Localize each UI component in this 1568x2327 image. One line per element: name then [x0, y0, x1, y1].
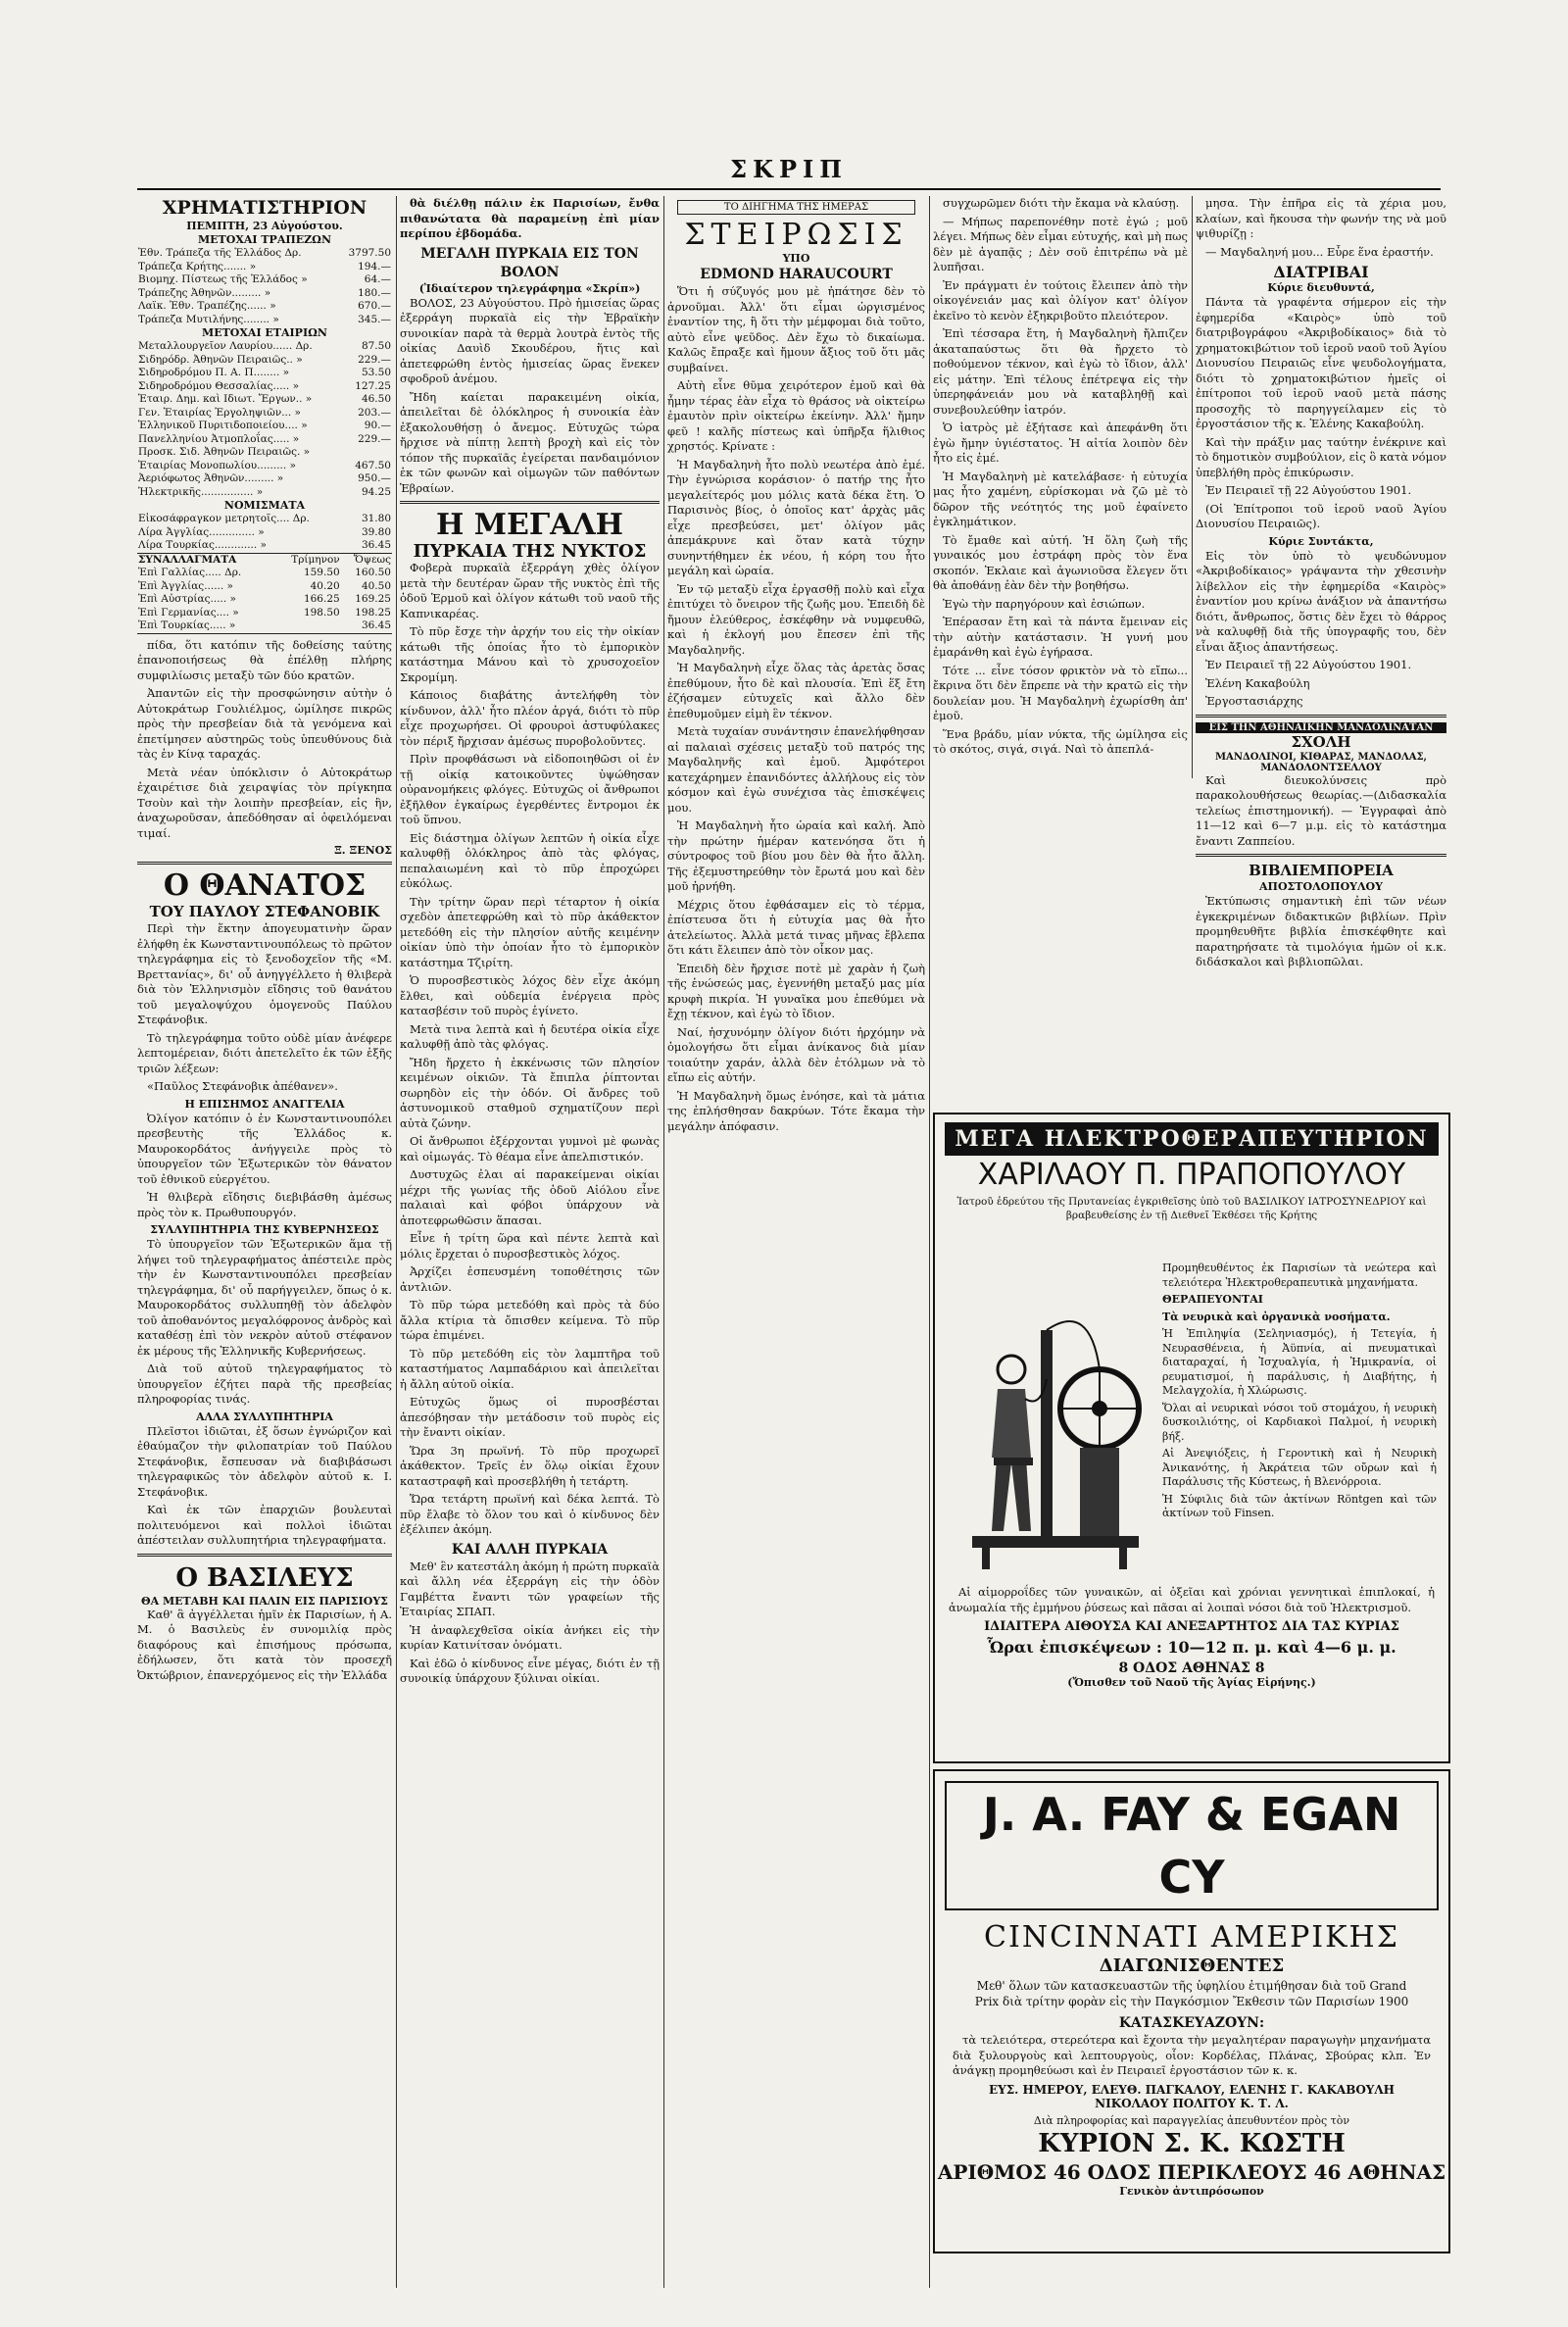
table-row [137, 407, 392, 421]
fire1-title: ΜΕΓΑΛΗ ΠΥΡΚΑΙΑ ΕΙΣ ΤΟΝ ΒΟΛΟΝ [420, 245, 639, 280]
ad-subtitle: Ἰατροῦ ἐδρεύτου τῆς Πρυτανείας ἐγκριθεῖσης ὑπὸ τοῦ ΒΑΣΙΛΙΚΟΥ ΙΑΤΡΟΣΥΝΕΔΡΙΟΥ καὶ βραβευθείσης ἐν τῇ Διεθνεῖ Ἐκθέσει τῆς Κρήτης [956, 1196, 1427, 1221]
table-cell: Εἰκοσάφραγκον μετρητοῖς.... Δρ. [138, 513, 310, 524]
paragraph: Μεθ' ἓν κατεστάλη ἀκόμη ἡ πρώτη πυρκαϊὰ καὶ ἄλλη νέα ἐξερράγη εἰς τὴν ὁδὸν Γαμβέττα ἔναντι τῶν γραφείων τῆς Ἑταιρίας ΣΠΑΠ. [400, 1559, 660, 1618]
table-cell [347, 446, 392, 460]
paragraph: μησα. Τὴν ἐπῆρα εἰς τὰ χέρια μου, κλαίων, καὶ ἤκουσα τὴν φωνήν της νὰ μοῦ ψιθυρίζῃ : [1196, 196, 1446, 240]
paragraph: Ἡ Μαγδαληνὴ ἦτο πολὺ νεωτέρα ἀπὸ ἐμέ. Τὴν ἐγνώρισα κοράσιον· ὁ πατήρ της ἦτο μεγαλείτερός μου μόλις κατὰ δέκα ἔτη. Ὁ Παρισινὸς βίος, ὁ ὁποῖος κατ' ἀρχὰς μᾶς εἶχε πρεσβεύσει, μετ' ὀλίγον μᾶς ἀπεμάκρυνε καὶ ὅταν κατὰ τύχην συνηντήθημεν ἐκ νέου, ἡ κόρη του ἦτο μεγάλη καὶ ὡραία. [667, 457, 925, 577]
other-header: ΑΛΛΑ ΣΥΛΛΥΠΗΤΗΡΙΑ [196, 1410, 333, 1423]
table-cell: 229.— [358, 353, 391, 366]
paragraph: Μετὰ τυχαίαν συνάντησιν ἐπανελήφθησαν αἱ παλαιαὶ σχέσεις μεταξὺ τοῦ πατρός της Μαγδαληνῆς καὶ ἐμοῦ. Ἀμφότεροι κατεχάρημεν ἐπανιδόντες ἀλλήλους εἰς τὸν κόσμον καὶ ἐγὼ συνέχισα τὰς ἐπισκέψεις μου. [667, 724, 925, 815]
coins-table [137, 513, 392, 553]
story-title: ΣΤΕΙΡΩΣΙΣ [684, 218, 908, 252]
table-cell: 198.25 [355, 606, 391, 619]
paragraph: Περὶ τὴν ἕκτην ἀπογευματινὴν ὥραν ἐλήφθη ἐκ Κωνσταντινουπόλεως τὸ πρῶτον τηλεγράφημα εἰς τὸ ξενοδοχεῖον τῆς «Μ. Βρεττανίας», δι' οὗ ἀνηγγέλλετο ἡ θλιβερὰ διὰ τὸν Ἑλληνισμὸν εἴδησις τοῦ θανάτου τοῦ μεγαλοψύχου ὁμογενοῦς Παύλου Στεφάνοβικ. [137, 921, 392, 1026]
table-row [137, 513, 392, 526]
ad-contact-address: ΑΡΙΘΜΟΣ 46 ΟΔΟΣ ΠΕΡΙΚΛΕΟΥΣ 46 ΑΘΗΝΑΣ [937, 2159, 1446, 2184]
letter2-article [1196, 549, 1446, 710]
table-row [137, 580, 392, 594]
other-article [137, 1424, 392, 1549]
king-title: Ο ΒΑΣΙΛΕΥΣ [175, 1562, 354, 1593]
paragraph: Ἡ Μαγδαληνὴ ὅμως ἐνόησε, καὶ τὰ μάτια της ἐπλήσθησαν δακρύων. Τότε ἔκαμα τὴν μεγάλην ἀπόφασιν. [667, 1088, 925, 1133]
divider [400, 501, 660, 504]
table-cell: 31.80 [361, 513, 391, 524]
fx-header: Τρίμηνον [291, 553, 340, 566]
fire2-title: Η ΜΕΓΑΛΗ [435, 508, 624, 542]
death-article [137, 921, 392, 1095]
heal-item: Τὰ νευρικὰ καὶ ὀργανικὰ νοσήματα. [1162, 1310, 1391, 1323]
table-cell: Λίρα Τουρκίας............. » [138, 539, 267, 551]
banks-header: ΜΕΤΟΧΑΙ ΤΡΑΠΕΖΩΝ [197, 233, 331, 246]
table-cell: 159.50 [303, 567, 340, 578]
books-title: ΒΙΒΛΙΕΜΠΟΡΕΙΑ [1249, 862, 1394, 879]
paragraph: Ἐν πράγματι ἐν τούτοις ἔλειπεν ἀπὸ τὴν οἰκογένειάν μας καὶ ὀλίγον κατ' ὀλίγον ἐκεῖνο τὸ κενὸν ἐξηκριβοῦτο πλειότερον. [933, 277, 1188, 322]
paragraph: (Οἱ Ἐπίτροποι τοῦ ἱεροῦ ναοῦ Ἁγίου Διονυσίου Πειραιῶς). [1196, 501, 1446, 530]
paragraph: Τὸ πῦρ τώρα μετεδόθη καὶ πρὸς τὰ δύο ἄλλα κτίρια τὰ ὄπισθεν κείμενα. Τὸ πῦρ τώρα ἐπιμένει. [400, 1298, 660, 1342]
ad-contact: ΚΥΡΙΟΝ Σ. Κ. ΚΩΣΤΗ [1038, 2128, 1346, 2158]
paragraph: Πλεῖστοι ἰδιῶται, ἐξ ὅσων ἐγνώριζον καὶ ἐθαύμαζον τὴν φιλοπατρίαν τοῦ Παύλου Στεφάνοβικ, ἔσπευσαν νὰ διαβιβάσωσι τηλεγραφικῶς τὸν ἀδελφὸν αὐτοῦ κ. Ι. Στεφάνοβικ. [137, 1423, 392, 1499]
fay-egan-ad [933, 1769, 1450, 2253]
paragraph: Εἰς διάστημα ὀλίγων λεπτῶν ἡ οἰκία εἶχε καλυφθῇ ὁλόκληρος ἀπὸ τὰς φλόγας, πεπαλαιωμένη καὶ τὸ πῦρ ἐπροχώρει εὐκόλως. [400, 830, 660, 890]
column-rule [396, 196, 397, 2288]
paragraph: Ἡ Μαγδαληνὴ ἦτο ὡραία καὶ καλή. Ἀπὸ τὴν πρώτην ἡμέραν κατενόησα ὅτι ἡ σύντροφος τοῦ βίου μου δὲν θὰ ἦτο ἄλλη. Τῆς ἐξεμυστηρεύθην τὸν ἔρωτά μου καὶ δὲν μοῦ ἠρνήθη. [667, 818, 925, 893]
ad-awarded: ΔΙΑΓΩΝΙΣΘΕΝΤΕΣ [1099, 1956, 1285, 1976]
ad-footer [949, 1585, 1435, 1690]
column-2 [400, 196, 660, 2288]
paragraph: Καὶ τὴν πράξιν μας ταύτην ἐνέκρινε καὶ τὸ δημοτικὸν συμβούλιον, εἰς ὃ κατὰ νόμον ὑπεβλήθη πρὸς ἐπικύρωσιν. [1196, 434, 1446, 479]
table-cell: Προσκ. Σιδ. Ἀθηνῶν Πειραιῶς. » [138, 446, 311, 458]
table-cell: 3797.50 [348, 247, 391, 259]
paragraph: Ὥρα τετάρτη πρωϊνή καὶ δέκα λεπτά. Τὸ πῦρ ἔλαβε τὸ ὅλον του καὶ ὁ κίνδυνος δὲν ἐξέλιπεν ἀκόμη. [400, 1492, 660, 1536]
paragraph: Εἰς τὸν ὑπὸ τὸ ψευδώνυμον «Ἀκριβοδίκαιος» γράψαντα τὴν χθεσινὴν λίβελλον εἰς τὴν ἐφημερίδα «Καιρὸς» ἐναντίον μου κρίνω ἀνάξιον νὰ ἀπαντήσω διότι, ἄνθρωπος, ὅστις δὲν ἔχει τὸ θάρρος νὰ καλυφθῇ διὰ τῆς ὑπογραφῆς του, δὲν εἶναι ἄξιος ἀπαντήσεως. [1196, 548, 1446, 654]
table-cell: Ἐπὶ Αὐστρίας..... » [138, 593, 236, 605]
heal-item: Ἡ Σύφιλις διὰ τῶν ἀκτίνων Röntgen καὶ τῶν ἀκτίνων τοῦ Finsen. [1162, 1492, 1437, 1519]
table-cell: 467.50 [355, 459, 391, 471]
ladies-room: ΙΔΙΑΙΤΕΡΑ ΑΙΘΟΥΣΑ ΚΑΙ ΑΝΕΞΑΡΤΗΤΟΣ ΔΙΑ ΤΑΣ ΚΥΡΙΑΣ [984, 1619, 1399, 1634]
heal-item: Ὅλαι αἱ νευρικαὶ νόσοι τοῦ στομάχου, ἡ νευρικὴ δυσκοιλιότης, οἱ Καρδιακοὶ Παλμοί, ἡ νευρικὴ βήξ. [1162, 1401, 1437, 1443]
table-cell: Τράπεζης Ἀθηνῶν......... » [138, 286, 271, 299]
table-cell: 194.— [358, 260, 391, 272]
paragraph: Οἱ ἄνθρωποι ἐξέρχονται γυμνοὶ μὲ φωνὰς καὶ οἰμωγάς. Τὸ θέαμα εἶνε ἀπελπιστικόν. [400, 1134, 660, 1164]
table-cell: 36.45 [361, 539, 391, 551]
table-row [137, 567, 392, 580]
paragraph: Ἐπειδὴ δὲν ἤρχισε ποτὲ μὲ χαρὰν ἡ ζωὴ τῆς ἐνώσεώς μας, ἐγεννήθη μεταξύ μας μία κρυφὴ πικρία. Ἡ γυναῖκα μου ἐπεθύμει νὰ ἔχῃ τέκνον, καὶ ἐγὼ τὸ ἴδιον. [667, 961, 925, 1020]
table-cell: 166.25 [303, 593, 340, 605]
table-row [137, 393, 392, 407]
table-row [137, 354, 392, 368]
paragraph: Πάντα τὰ γραφέντα σήμερον εἰς τὴν ἐφημερίδα «Καιρὸς» ὑπὸ τοῦ διατριβογράφου «Ἀκριβοδίκαιος» διὰ τὸ χρηματοκιβώτιον τοῦ ἱεροῦ ναοῦ τοῦ Ἁγίου Διονυσίου Πειραιῶς εἶνε ψευδολογήματα, διότι τὸ χρηματοκιβώτιον ἡμεῖς οἱ ἐπίτροποι τοῦ ἱεροῦ ναοῦ μετὰ πάσης προσοχῆς τὸ παρηγγείλαμεν εἰς τὸ ἐργοστάσιον τῆς κ. Ἐλένης Κακαβούλη. [1196, 295, 1446, 430]
paragraph: Ἐγὼ τὴν παρηγόρουν καὶ ἐσιώπων. [943, 596, 1146, 611]
table-cell: 40.20 [310, 579, 340, 592]
paragraph: Ἡ Μαγδαληνὴ μὲ κατελάβασε· ἡ εὐτυχία μας ἦτο χαμένη, εὑρίσκομαι νὰ ζῶ μὲ τὸ δῶρον τῆς νεότητός της μοῦ ἐφαίνετο ἐγκλημάτικον. [933, 469, 1188, 528]
table-row [137, 420, 392, 433]
table-row [137, 460, 392, 473]
table-row [137, 314, 392, 327]
fire1-source: (Ἰδιαίτερον τηλεγράφημα «Σκρίπ») [418, 281, 641, 295]
paragraph: Καὶ ἐδῶ ὁ κίνδυνος εἶνε μέγας, διότι ἐν τῇ συνοικίᾳ ὑπάρχουν ξύλιναι οἰκίαι. [400, 1656, 660, 1685]
table-cell: Βιομηχ. Πίστεως τῆς Ἑλλάδος » [138, 273, 308, 285]
column-rule [663, 196, 664, 2288]
king-subtitle: ΘΑ ΜΕΤΑΒΗ ΚΑΙ ΠΑΛΙΝ ΕΙΣ ΠΑΡΙΣΙΟΥΣ [141, 1594, 388, 1608]
table-cell: 229.— [358, 432, 391, 445]
companies-table [137, 340, 392, 499]
paragraph: Ἡ Μαγδαληνὴ εἶχε ὅλας τὰς ἀρετὰς ὅσας ἐπεθύμουν, ἦτο δὲ καὶ πλουσία. Ἐπὶ ἕξ ἔτη ἐζήσαμεν εὐτυχεῖς καὶ ἄλλο δὲν ἐπεθυμοῦμεν εἰμὴ ἓν τέκνον. [667, 661, 925, 720]
banks-table [137, 247, 392, 326]
table-cell: Λαϊκ. Ἐθν. Τραπέζης...... » [138, 300, 276, 312]
paragraph: πίδα, ὅτι κατόπιν τῆς δοθείσης ταύτης ἐπανοποιήσεως θὰ ἐπέλθῃ πλήρης συμφιλίωσις μεταξὺ τῶν δύο κρατῶν. [137, 637, 392, 682]
companies-header: ΜΕΤΟΧΑΙ ΕΤΑΙΡΙΩΝ [202, 326, 327, 339]
paragraph: Καθ' ἃ ἀγγέλλεται ἡμῖν ἐκ Παρισίων, ἡ Α. Μ. ὁ Βασιλεὺς ἐν συνομιλίᾳ πρὸς διαφόρους καὶ ἐπισήμους πρόσωπα, ἐδήλωσεν, ὅτι κατὰ τὸν προσεχῆ Ὀκτώβριον, ἐπανερχόμενος εἰς τὴν Ἑλλάδα [137, 1607, 392, 1682]
ad-city: CINCINNATI ΑΜΕΡΙΚΗΣ [984, 1920, 1399, 1955]
paragraph: — Μαγδαληνή μου... Εὗρε ἕνα ἐραστήν. [1205, 244, 1434, 259]
paragraph: «Παῦλος Στεφάνοβικ ἀπέθανεν». [147, 1079, 338, 1093]
heal-item: Αἱ Ἀνεψιόξεις, ἡ Γεροντικὴ καὶ ἡ Νευρικὴ Ἀνικανότης, ἡ Ἀκράτεια τῶν οὔρων καὶ ἡ Παράλυσις τῆς Κύστεως, ἡ Βλενόρροια. [1162, 1447, 1437, 1488]
table-row [137, 287, 392, 301]
article-signature: Ξ. ΞΕΝΟΣ [334, 844, 392, 857]
table-row [137, 367, 392, 380]
heal-item: Ἡ Ἐπιληψία (Σεληνιασμός), ἡ Τετεγία, ἡ Νευρασθένεια, ἡ Ἀϋπνία, αἱ πνευματικαὶ διαταραχαί, ἡ Ἰσχυαλγία, ἡ Ἡμικρανία, οἱ ρευματισμοί, ἡ παράλυσις, ἡ Διαβήτης, ἡ Μελαγχολία, ἡ Χλώρωσις. [1162, 1327, 1437, 1397]
ad-agents: ΕΥΣ. ΗΜΕΡΟΥ, ΕΛΕΥΘ. ΠΑΓΚΑΛΟΥ, ΕΛΕΝΗΣ Γ. ΚΑΚΑΒΟΥΛΗ ΝΙΚΟΛΑΟΥ ΠΟΛΙΤΟΥ Κ. Τ. Λ. [988, 2082, 1396, 2110]
story-author: EDMOND HARAUCOURT [700, 267, 893, 282]
paragraph: Ὅτι ἡ σύζυγός μου μὲ ἠπάτησε δὲν τὸ ἀρνοῦμαι. Ἀλλ' ὅτι εἶμαι ὠργισμένος ἐναντίον της, ἢ ὅτι τὴν μέμφομαι διὰ τοῦτο, αὐτὸ εἶνε ψεῦδος. Δὲν ἔχω τὸ δικαίωμα. Καλῶς ἔπραξε καὶ ἤμουν ἄξιος τοῦ ὅτι μᾶς συμβαίνει. [667, 284, 925, 374]
ad-makes-text: τὰ τελειότερα, στερεότερα καὶ ἔχοντα τὴν μεγαλητέραν παραγωγὴν μηχανήματα διὰ ξυλουργοὺς καὶ λεπτουργοὺς, οἷον: Κορδέλας, Πλάνας, Σβούρας κλπ. Ἐν ἀνάγκῃ προμηθεύωσι καὶ ἐν Πειραιεῖ ἐργοστάσιον τῶν κ. κ. [953, 2033, 1431, 2077]
table-cell: 670.— [358, 300, 391, 312]
table-row [137, 619, 392, 633]
paragraph: Ὀλίγον κατόπιν ὁ ἐν Κωνσταντινουπόλει πρεσβευτὴς τῆς Ἑλλάδος κ. Μαυροκορδάτος ἀνήγγειλε πρὸς τὸ ὑπουργεῖον τῶν Ἐξωτερικῶν τὸν θάνατον τοῦ ἐθνικοῦ εὐεργέτου. [137, 1111, 392, 1186]
table-cell: Ἠλεκτρικῆς................ » [138, 485, 264, 498]
fire1-article [400, 296, 660, 497]
fire3-title: ΚΑΙ ΑΛΛΗ ΠΥΡΚΑΙΑ [451, 1541, 609, 1558]
fx-header: Ὄψεως [354, 553, 391, 566]
table-cell: Ἐθν. Τράπεζα τῆς Ἑλλάδος Δρ. [138, 247, 302, 259]
table-cell [274, 619, 340, 633]
table-row [137, 433, 392, 447]
paragraph: Μετὰ τινα λεπτὰ καὶ ἡ δευτέρα οἰκία εἶχε καλυφθῇ ἀπὸ τὰς φλόγας. [400, 1021, 660, 1051]
paragraph: Μέχρις ὅτου ἐφθάσαμεν εἰς τὸ τέρμα, ἐπίστευσα ὅτι ἡ εὐτυχία μας θὰ ἦτο ἀτελείωτος. Ἀλλὰ μετά τινας μῆνας ἔβλεπα ὅτι κάτι ἔλειπεν ἀπὸ τὸν οἶκον μας. [667, 897, 925, 957]
fire3-article [400, 1560, 660, 1687]
column-rule [1192, 196, 1193, 778]
table-cell: 40.50 [361, 579, 391, 592]
table-row [137, 300, 392, 314]
table-cell: 127.25 [355, 379, 391, 392]
table-cell: 198.50 [303, 606, 340, 619]
govt-article [137, 1237, 392, 1408]
paragraph: Ἀπαντῶν εἰς τὴν προσφώνησιν αὐτὴν ὁ Αὐτοκράτωρ Γουλιέλμος, ὡμίλησε πικρῶς πρὸς τὴν πρεσβείαν διὰ τὰ γενόμενα καὶ ἐπετίμησεν αὐστηρῶς τοὺς ὑπευθύνους διὰ τὰς ἐν Κίνᾳ ταραχάς. [137, 686, 392, 761]
school-items: ΜΑΝΔΟΛΙΝΟΙ, ΚΙΘΑΡΑΣ, ΜΑΝΔΟΛΑΣ, ΜΑΝΔΟΛΟΝΤΣΕΛΛΟΥ [1214, 751, 1428, 773]
paragraph: Τὸ ὑπουργεῖον τῶν Ἐξωτερικῶν ἅμα τῇ λήψει τοῦ τηλεγραφήματος ἀπέστειλε πρὸς τὴν ἐν Κωνσταντινουπόλει πρεσβείαν τηλεγράφημα, δι' οὗ παρήγγειλεν, ὅπως ὁ κ. Μαυροκορδάτος συλλυπηθῇ τὸν ἀδελφὸν τοῦ ἀποθανόντος μεγαλόφρονος ἀνδρὸς καὶ καταθέσῃ ἐπὶ τὸν νεκρὸν αὐτοῦ στέφανον ἐκ μέρους τῆς Ἑλληνικῆς Κυβερνήσεως. [137, 1237, 392, 1358]
visiting-hours: Ὧραι ἐπισκέψεων : 10—12 π. μ. καὶ 4—6 μ. μ. [987, 1638, 1396, 1657]
newspaper-name: ΣΚΡΙΠ [730, 155, 848, 183]
table-cell: Ἑλληνικοῦ Πυριτιδοποιείου.... » [138, 420, 308, 431]
paragraph: Ἤδη ἤρχετο ἡ ἐκκένωσις τῶν πλησίον κειμένων οἰκιῶν. Τὰ ἔπιπλα ῥίπτονται σωρηδὸν εἰς τὴν ὁδόν. Οἱ ἄνδρες τοῦ ἀστυνομικοῦ σταθμοῦ σχηματίζουν περὶ αὐτὰ ζώνην. [400, 1055, 660, 1130]
school-title: ΕΙΣ ΤΗΝ ΑΘΗΝΑΪΚΗΝ ΜΑΝΔΟΛΙΝΑΤΑΝ [1196, 722, 1446, 733]
ad-award-text: Μεθ' ὅλων τῶν κατασκευαστῶν τῆς ὑφηλίου ἐτιμήθησαν διὰ τοῦ Grand Prix διὰ τρίτην φορὰν εἰς τὴν Παγκόσμιον Ἔκθεσιν τῶν Παρισίων 1900 [974, 1979, 1409, 2008]
table-cell: Λίρα Ἀγγλίας.............. » [138, 525, 265, 538]
column-1 [137, 196, 392, 2288]
paragraph: Αὐτὴ εἶνε θῦμα χειρότερον ἐμοῦ καὶ θὰ ἦμην τέρας ἐὰν εἶχα τὸ θράσος νὰ οἰκτείρω ἐμαυτὸν πρὶν οἰκτείρω ἐκείνην. Ἀλλ' ἤμην φεῦ ! καλῆς πίστεως καὶ ὑπῆρξα ἥλιθιος χρηστός. Κρίνατε : [667, 378, 925, 453]
heal-list [1162, 1311, 1437, 1521]
table-row [137, 261, 392, 274]
paragraph: Τὸ ἔμαθε καὶ αὐτή. Ἡ ὅλη ζωὴ τῆς γυναικός μου ἐστράφη πρὸς τὸν ἕνα σκοπόν. Ἐκλαιε καὶ ἀγωνιοῦσα ἔλεγεν ὅτι θὰ ἀποθάνῃ ἐὰν δὲν τὴν βοηθήσω. [933, 532, 1188, 592]
divider [137, 1554, 392, 1557]
paragraph: Εὐτυχῶς ὅμως οἱ πυροσβέσται ἀπεσόβησαν τὴν μετάδοσιν τοῦ πυρὸς εἰς τὴν ἔναντι οἰκίαν. [400, 1395, 660, 1439]
paragraph: Ἐργοστασιάρχης [1205, 694, 1303, 708]
table-cell: Ἐπὶ Γαλλίας..... Δρ. [138, 567, 242, 578]
ad-contact-role: Γενικὸν ἀντιπρόσωπον [1119, 2184, 1264, 2198]
table-cell: 46.50 [361, 393, 391, 405]
table-cell: Ἐπὶ Τουρκίας..... » [138, 619, 236, 631]
fx-header: ΣΥΝΑΛΛΑΓΜΑΤΑ [138, 553, 237, 566]
table-cell: 90.— [364, 420, 391, 431]
paragraph: Ὁ πυροσβεστικὸς λόχος δὲν εἶχε ἀκόμη ἔλθει, καὶ οὐδεμία ἐνέργεια πρὸς κατασβέσιν τοῦ πυρὸς ἐγίνετο. [400, 973, 660, 1017]
table-row [137, 593, 392, 607]
table-row [137, 486, 392, 500]
paragraph: Μετὰ νέαν ὑπόκλισιν ὁ Αὐτοκράτωρ ἐχαιρέτισε διὰ χειραψίας τὸν πρίγκηπα Τσοὺν καὶ τὴν λοιπὴν πρεσβείαν, εἰς ἣν, ἀναχωροῦσαν, ἀπεδόθησαν αἱ ὀφειλόμεναι τιμαί. [137, 765, 392, 840]
official-article [137, 1112, 392, 1221]
fx-table [137, 553, 392, 634]
paragraph: Ἑλένη Κακαβούλη [1205, 675, 1310, 690]
ad-address: 8 ΟΔΟΣ ΑΘΗΝΑΣ 8 [1118, 1660, 1265, 1676]
table-row [137, 247, 392, 261]
electrotherapy-machine-illustration [953, 1262, 1149, 1575]
electrotherapy-ad [933, 1113, 1450, 1763]
ad-makes: ΚΑΤΑΣΚΕΥΑΖΟΥΝ: [1118, 2015, 1265, 2031]
column-4 [933, 196, 1188, 1102]
table-cell: Μεταλλουργεῖον Λαυρίου...... Δρ. [138, 340, 313, 352]
letter-title: ΔΙΑΤΡΙΒΑΙ [1273, 263, 1369, 281]
story-box: ΤΟ ΔΙΗΓΗΜΑ ΤΗΣ ΗΜΕΡΑΣ [677, 200, 915, 215]
story-continued [933, 196, 1188, 758]
table-cell: 160.50 [355, 567, 391, 578]
table-cell: 53.50 [361, 367, 391, 378]
table-row [137, 446, 392, 460]
table-cell: Ἑταιρ. Δημ. καὶ Ιδιωτ. Ἔργων.. » [138, 393, 313, 405]
table-cell: Γεν. Ἑταιρίας Ἐργοληψιῶν... » [138, 406, 301, 419]
paragraph: Τὸ τηλεγράφημα τοῦτο οὐδὲ μίαν ἀνέφερε λεπτομέρειαν, διότι ἀπετελεῖτο ἐκ τῶν ἑξῆς τριῶν λέξεων: [137, 1030, 392, 1075]
table-row [137, 380, 392, 394]
paragraph: Ἕνα βράδυ, μίαν νύκτα, τῆς ὡμίλησα εἰς τὸ σκότος, σιγά, σιγά. Ναὶ τὸ ἀπεπλά- [933, 726, 1188, 756]
death-title: Ο ΘΑΝΑΤΟΣ [163, 868, 367, 903]
table-cell: Σιδηρόδρ. Ἀθηνῶν Πειραιῶς.. » [138, 353, 303, 366]
ad-address-note: (Ὄπισθεν τοῦ Ναοῦ τῆς Ἁγίας Εἰρήνης.) [1067, 1676, 1316, 1689]
table-cell: 39.80 [361, 525, 391, 538]
exchange-date: ΠΕΜΠΤΗ, 23 Αὐγούστου. [186, 220, 343, 232]
school-text: Καὶ διευκολύνσεις πρὸ παρακολουθήσεως θεωρίας.—(Διδασκαλία τελείως ἐπιστημονική). — Ἐγγραφαὶ ἀπὸ 11—12 καὶ 6—7 μ.μ. εἰς τὸ κατάστημα ἔναντι Ζαππείου. [1196, 772, 1446, 848]
school-subtitle: ΣΧΟΛΗ [1291, 732, 1351, 751]
ad-doctor-name: ΧΑΡΙΛΑΟΥ Π. ΠΡΑΠΟΠΟΥΛΟΥ [977, 1158, 1406, 1192]
table-row [137, 526, 392, 540]
exchange-title: ΧΡΗΜΑΤΙΣΤΗΡΙΟΝ [162, 197, 368, 219]
death-subtitle: ΤΟΥ ΠΑΥΛΟΥ ΣΤΕΦΑΝΟΒΙΚ [149, 903, 380, 920]
table-cell: 87.50 [361, 340, 391, 352]
table-cell: 180.— [358, 286, 391, 299]
fire2-article [400, 561, 660, 1538]
table-cell: 94.25 [361, 485, 391, 498]
women-text: Αἱ αἱμορροΐδες τῶν γυναικῶν, αἱ ὀξεῖαι καὶ χρόνιαι γεννητικαὶ ἐπιπλοκαί, ἡ ἀνωμαλία τῆς ἐμμήνου ῥύσεως καὶ πᾶσαι αἱ λοιπαὶ νόσοι διὰ τοῦ Ἠλεκτρισμοῦ. [949, 1585, 1435, 1614]
paragraph: Ἐπὶ τέσσαρα ἔτη, ἡ Μαγδαληνὴ ἤλπιζεν ἀκαταπαύστως ὅτι θὰ ἤρχετο τὸ ποθούμενον τέκνον, καὶ ἐγὼ τὸ ἴδιον, ἀλλ' εἰς μάτην. Ἐπὶ τέλους ἐπέτρεψα εἰς τὴν ὑπερηφάνειάν μου νὰ καταβληθῇ καὶ συνεβουλεύθην ἰατρόν. [933, 326, 1188, 417]
paragraph: Ἐπέρασαν ἔτη καὶ τὰ πάντα ἔμειναν εἰς τὴν αὐτὴν κατάστασιν. Ἡ γυνή μου ἐμαράνθη καὶ ἐγὼ ἐγήρασα. [933, 615, 1188, 659]
table-cell: 950.— [358, 472, 391, 484]
paragraph: Κάποιος διαβάτης ἀντελήφθη τὸν κίνδυνον, ἀλλ' ἦτο πλέον ἀργά, διότι τὸ πῦρ εἶχε προχωρήσει. Οἱ φρουροὶ ἀστυφύλακες τὸν πέριξ ἤρχισαν ἀμέσως πυροβολοῦντες. [400, 688, 660, 748]
lead-text: θὰ διέλθῃ πάλιν ἐκ Παρισίων, ἔνθα πιθανώτατα θὰ παραμείνῃ ἐπὶ μίαν περίπου ἑβδομάδα. [400, 196, 660, 240]
govt-header: ΣΥΛΛΥΠΗΤΗΡΙΑ ΤΗΣ ΚΥΒΕΡΝΗΣΕΩΣ [150, 1223, 379, 1236]
paragraph: Τὸ πῦρ ἔσχε τὴν ἀρχήν του εἰς τὴν οἰκίαν κάτωθι τῆς ὁποίας ἦτο τὸ ἐμπορικὸν κατάστημα Μάνου καὶ τὸ χρυσοχοεῖον Σκρομίμη. [400, 624, 660, 684]
table-cell: 203.— [358, 406, 391, 419]
table-cell: Πανελληνίου Ἀτμοπλοΐας..... » [138, 432, 300, 445]
paragraph: — Μήπως παρεπονέθην ποτὲ ἐγώ ; μοῦ λέγει. Μήπως δὲν εἶμαι εὐτυχής, καὶ μὴ πως δὲν μὲ ἀγαπᾷς ; Δὲν σοῦ ἐπιτρέπω νὰ μὲ λυπῆσαι. [933, 214, 1188, 273]
story-article [667, 284, 925, 1134]
table-cell: 169.25 [355, 593, 391, 605]
paragraph: Εἶνε ἡ τρίτη ὥρα καὶ πέντε λεπτὰ καὶ μόλις ἔρχεται ὁ πυροσβεστικὸς λόχος. [400, 1231, 660, 1261]
story-by: ΥΠΟ [782, 252, 810, 265]
paragraph: Φοβερὰ πυρκαϊὰ ἐξερράγη χθὲς ὀλίγον μετὰ τὴν δευτέραν ὥραν τῆς νυκτὸς ἐπὶ τῆς ὁδοῦ Ἑρμοῦ καὶ ὀλίγον κάτωθι τοῦ ναοῦ τῆς Καπνικαρέας. [400, 561, 660, 620]
ad-body [1162, 1262, 1437, 1524]
table-cell: Σιδηροδρόμου Θεσσαλίας..... » [138, 379, 299, 392]
paragraph: ΒΟΛΟΣ, 23 Αὐγούστου. Πρὸ ἡμισείας ὥρας ἐξερράγη πυρκαϊὰ εἰς τὴν Ἑβραϊκὴν συνοικίαν παρὰ τὰ θερμὰ λουτρὰ ἐντὸς τῆς οἰκίας Δαυὶδ Σκουδέρου, ἥτις καὶ ἀπετεφρώθη ἐντὸς ἡμισείας ὥρας ἕνεκεν σφοδροῦ ἀνέμου. [400, 295, 660, 385]
fire2-subtitle: ΠΥΡΚΑΙΑ ΤΗΣ ΝΥΚΤΟΣ [413, 541, 647, 562]
ad-intro: Προμηθευθέντος ἐκ Παρισίων τὰ νεώτερα καὶ τελειότερα Ἠλεκτροθεραπευτικὰ μηχανήματα. [1162, 1262, 1437, 1289]
paragraph: Τότε ... εἶνε τόσον φρικτὸν νὰ τὸ εἴπω... ἔκρινα ὅτι δὲν ἔπρεπε νὰ τὴν κρατῶ εἰς τὴν δουλείαν μου. Ἡ Μαγδαληνὴ ἐχωρίσθη ἀπ' ἐμοῦ. [933, 663, 1188, 722]
official-header: Η ΕΠΙΣΗΜΟΣ ΑΝΑΓΓΕΛΙΑ [184, 1097, 345, 1111]
ad-info: Διὰ πληροφορίας καὶ παραγγελίας ἀπευθυντέον πρὸς τὸν [1033, 2113, 1350, 2127]
table-cell: Ἀεριόφωτος Ἀθηνῶν......... » [138, 472, 284, 484]
table-cell: 64.— [364, 273, 391, 285]
paragraph: Ὁ ἰατρὸς μὲ ἐξήτασε καὶ ἀπεφάνθη ὅτι ἐγὼ ἤμην ὑγιέστατος. Ἡ αἰτία λοιπὸν δὲν ἦτο εἰς ἐμέ. [933, 421, 1188, 465]
paragraph: Ἐν Πειραιεῖ τῇ 22 Αὐγούστου 1901. [1205, 658, 1412, 671]
paragraph: Ἡ θλιβερὰ εἴδησις διεβιβάσθη ἀμέσως πρὸς τὸν κ. Πρωθυπουργόν. [137, 1190, 392, 1219]
heal-header: ΘΕΡΑΠΕΥΟΝΤΑΙ [1162, 1293, 1263, 1306]
column-3 [667, 196, 925, 2288]
paragraph: Ἐν τῷ μεταξὺ εἶχα ἐργασθῇ πολὺ καὶ εἶχα ἐπιτύχει τὸ ὄνειρον τῆς ζωῆς μου. Ἐπειδὴ δὲ ἤμουν ἐλεύθερος, ἐσκέφθην νὰ νυμφευθῶ, καὶ ἡ ἐκλογή μου ἔπεσεν ἐπὶ τῆς Μαγδαληνῆς. [667, 581, 925, 657]
table-cell: Ἐπὶ Γερμανίας.... » [138, 606, 239, 619]
paragraph: Ἡ ἀναφλεχθεῖσα οἰκία ἀνήκει εἰς τὴν κυρίαν Κατινίτσαν ὀνόματι. [400, 1622, 660, 1652]
table-cell: 345.— [358, 313, 391, 325]
table-cell: Τράπεζα Κρήτης....... » [138, 260, 257, 272]
table-cell: Ἐπὶ Ἀγγλίας...... » [138, 579, 233, 592]
ad-title: ΜΕΓΑ ΗΛΕΚΤΡΟΘΕΡΑΠΕΥΤΗΡΙΟΝ [945, 1122, 1439, 1156]
paragraph: Πρὶν προφθάσωσι νὰ εἰδοποιηθῶσι οἱ ἐν τῇ οἰκίᾳ κατοικοῦντες ὑψώθησαν οὐρανομήκεις φλόγες. Εὐτυχῶς οἱ ἄνθρωποι ἐξῆλθον ἐγκαίρως ἐγερθέντες ἔντρομοι ἐκ τοῦ ὕπνου. [400, 752, 660, 826]
table-row [137, 539, 392, 553]
table-cell: Σιδηροδρόμου Π. Α. Π........ » [138, 367, 290, 378]
letter-article [1196, 295, 1446, 532]
table-cell: 36.45 [361, 619, 391, 631]
paragraph: Διὰ τοῦ αὐτοῦ τηλεγραφήματος τὸ ὑπουργεῖον ἐζήτει παρὰ τῆς πρεσβείας πληροφορίας τινάς. [137, 1362, 392, 1406]
column-rule [929, 196, 930, 2288]
paragraph: Ναί, ἠσχυνόμην ὀλίγον διότι ἠρχόμην νὰ ὁμολογήσω ὅτι εἶμαι ἀνίκανος διὰ μίαν τοιαύτην χαράν, ἀλλὰ δὲν ἐτόλμων νὰ τὸ εἴπω εἰς αὐτήν. [667, 1024, 925, 1084]
table-cell: Τράπεζα Μυτιλήνης........ » [138, 313, 279, 325]
books-subtitle: ΑΠΟΣΤΟΛΟΠΟΥΛΟΥ [1259, 880, 1383, 893]
table-row [137, 273, 392, 287]
paragraph: Τὸ πῦρ μετεδόθη εἰς τὸν λαμπτῆρα τοῦ καταστήματος Λαμπαδάριου καὶ ἀπειλεῖται ἡ ἄλλη αὐτοῦ οἰκία. [400, 1346, 660, 1391]
divider [137, 862, 392, 865]
table-row [137, 472, 392, 486]
column-5 [1196, 196, 1446, 1102]
paragraph: Ἀρχίζει ἐσπευσμένη τοποθέτησις τῶν ἀντλιῶν. [400, 1264, 660, 1294]
books-text: Ἐκτύπωσις σημαντικὴ ἐπὶ τῶν νέων ἐγκεκριμένων διδακτικῶν βιβλίων. Πρὶν προμηθευθῆτε βιβλία ἐπισκέφθητε καὶ παρατηρήσατε τὰ τιμολόγια ἡμῶν οἱ κ.κ. διδάσκαλοι καὶ βιβλιοπῶλαι. [1196, 894, 1446, 968]
paragraph: Δυστυχῶς ἐλαι αἱ παρακείμεναι οἰκίαι μέχρι τῆς γωνίας τῆς ὁδοῦ Αἰόλου εἶνε παλαιαὶ καὶ φόβοι ὑπάρχουν νὰ ἀποτεφρωθῶσιν ἅπασαι. [400, 1167, 660, 1227]
paragraph: Καὶ ἐκ τῶν ἐπαρχιῶν βουλευταὶ πολιτευόμενοι καὶ πολλοὶ ἰδιῶται ἀπέστειλαν συλλυπητήρια τηλεγραφήματα. [137, 1503, 392, 1547]
table-cell: Ἑταιρίας Μονοπωλίου......... » [138, 459, 296, 471]
paragraph: Ὥρα 3η πρωϊνή. Τὸ πῦρ προχωρεῖ ἀκάθεκτον. Τρεῖς ἐν ὅλῳ οἰκίαι ἔχουν καταστραφῆ καὶ προσεβλήθη ἡ τετάρτη. [400, 1443, 660, 1488]
table-row [137, 607, 392, 620]
divider [1196, 854, 1446, 857]
masthead [137, 147, 1441, 190]
paragraph: Ἐν Πειραιεῖ τῇ 22 Αὐγούστου 1901. [1205, 483, 1412, 497]
divider [1196, 715, 1446, 718]
paragraph: Τὴν τρίτην ὥραν περὶ τέταρτον ἡ οἰκία σχεδὸν ἀπετεφρώθη καὶ τὸ πῦρ ἀκάθεκτον μετεδόθη εἰς τὴν πλησίον αὐτῆς κειμένην οἰκίαν ὑπὸ τὴν ὁποίαν ἦτο τὸ ἐμπορικὸν κατάστημα Τζιρίτη. [400, 894, 660, 969]
letter-salutation: Κύριε διευθυντά, [1267, 281, 1375, 294]
article-china-embassy [137, 638, 392, 842]
king-article [137, 1608, 392, 1684]
ad-company-name: J. A. FAY & EGAN CY [945, 1781, 1439, 1910]
letter2-salutation: Κύριε Συντάκτα, [1268, 534, 1374, 548]
paragraph: συγχωρῶμεν διότι τὴν ἔκαμα νὰ κλαύσῃ. [943, 196, 1180, 210]
table-row [137, 340, 392, 354]
story-end [1196, 196, 1446, 260]
coins-header: ΝΟΜΙΣΜΑΤΑ [223, 499, 306, 512]
paragraph: Ἤδη καίεται παρακειμένη οἰκία, ἀπειλεῖται δὲ ὁλόκληρος ἡ συνοικία ἐὰν ἐξακολουθήσῃ ὁ ἄνεμος. Εὐτυχῶς τώρα ἤρχισε νὰ πίπτῃ λεπτὴ βροχὴ καὶ εἰς τὸν τόπον τῆς πυρκαϊᾶς ἐγείρεται πανδαιμόνιον ἐκ τῶν φωνῶν καὶ οἰμωγῶν τῶν παθόντων Ἑβραίων. [400, 389, 660, 495]
